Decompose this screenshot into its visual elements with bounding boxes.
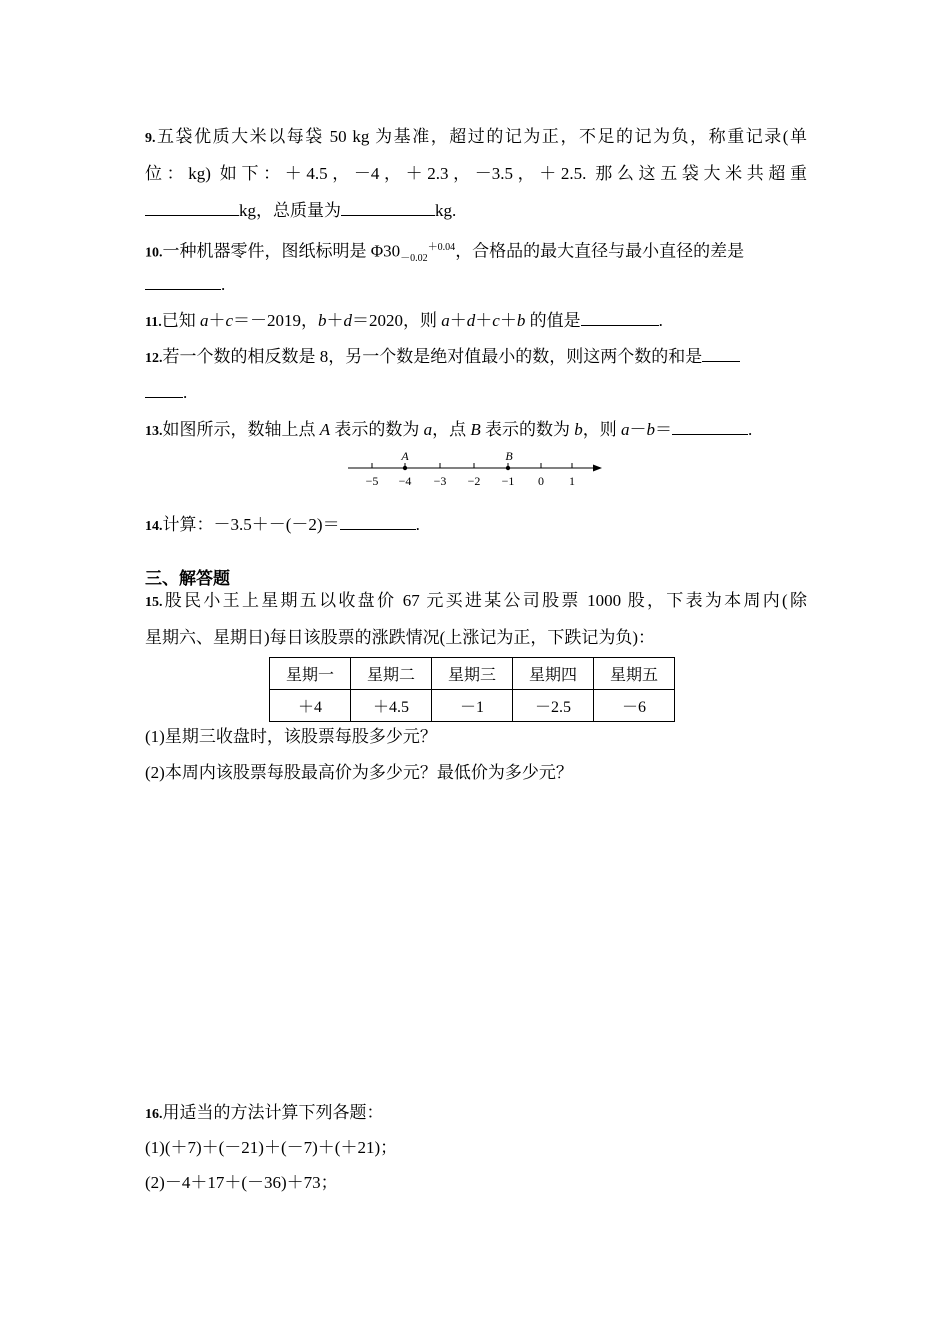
q9-blank-1[interactable] (145, 199, 239, 216)
table-header-cell: 星期三 (432, 658, 513, 690)
table-cell: －1 (432, 690, 513, 722)
q16-sub-question-2: (2)－4＋17＋(－36)＋73； (145, 1173, 338, 1192)
q9-number: 9. (145, 131, 156, 146)
q13-var-b: b (574, 420, 583, 439)
q11-var-d: d (466, 311, 476, 330)
q9-line-3 (145, 199, 456, 223)
q12-end: . (183, 383, 188, 402)
q11-var-b: b (516, 311, 526, 330)
table-cell: －2.5 (513, 690, 594, 722)
q13-var-a: a (423, 420, 433, 439)
q11-blank[interactable] (581, 309, 659, 326)
q13-op: － (629, 420, 647, 439)
q10-line-2 (145, 273, 225, 297)
q11-op: ＋ (326, 311, 344, 330)
q15-number: 15. (145, 595, 163, 610)
q12-number: 12. (145, 351, 163, 366)
q11-op: ＋ (475, 311, 493, 330)
number-line-tick-label: 0 (538, 474, 544, 488)
q9-line-1 (145, 125, 807, 151)
q13-point-b: B (470, 420, 481, 439)
q11-op: ＋ (449, 311, 467, 330)
q10-text-after: ，合格品的最大直径与最小直径的差是 (455, 241, 745, 261)
q12-text: 若一个数的相反数是 8，另一个数是绝对值最小的数，则这两个数的和是 (162, 347, 703, 366)
q10-text-before: 一种机器零件，图纸标明是 Φ30 (162, 241, 401, 261)
q13-text: 表示的数为 (480, 420, 575, 439)
q11-op: ＋ (208, 311, 226, 330)
q11-op: ＋ (499, 311, 517, 330)
stock-change-table (269, 657, 675, 722)
q11-text: ＝－2019， (233, 311, 319, 330)
table-cell: ＋4.5 (351, 690, 432, 722)
q13-op: ＝ (655, 420, 673, 439)
q11-var-a: a (441, 311, 450, 330)
q9-unit-1: kg，总质量为 (239, 201, 341, 220)
q15-sub-question-2: (2)本周内该股票每股最高价为多少元？最低价为多少元？ (145, 763, 573, 782)
q11-text: ＝2020，则 (352, 311, 442, 330)
q11-text: 已知 (161, 311, 200, 330)
q13-point-a: A (319, 420, 331, 439)
number-line-ticks (366, 463, 575, 488)
point-a-label: A (401, 449, 409, 463)
q15-sub-question-1: (1)星期三收盘时，该股票每股多少元？ (145, 727, 437, 746)
q15-text-1: 股民小王上星期五以收盘价 67 元买进某公司股票 1000 股，下表为本周内(除 (162, 591, 807, 610)
q13-text: ，则 (582, 420, 622, 439)
q11-line (145, 309, 663, 335)
point-b-label: B (505, 449, 513, 463)
q10-end: . (221, 275, 226, 294)
q10-blank[interactable] (145, 273, 221, 290)
table-cell: ＋4 (270, 690, 351, 722)
number-line-figure (340, 448, 610, 492)
q11-var-b: b (318, 311, 327, 330)
table-header-row (270, 658, 675, 690)
table-cell: －6 (594, 690, 675, 722)
table-header-cell: 星期二 (351, 658, 432, 690)
q13-var-b: b (646, 420, 656, 439)
q11-text: 的值是 (525, 311, 581, 330)
q14-line (145, 513, 420, 539)
q13-text: 如图所示，数轴上点 (162, 420, 320, 439)
number-line-tick-label: −5 (365, 474, 379, 488)
number-line-tick-label: −1 (501, 474, 515, 488)
q13-end: . (748, 420, 753, 439)
table-row (270, 690, 675, 722)
q12-blank-part-1[interactable] (702, 345, 740, 362)
q15-line-2: 星期六、星期日)每日该股票的涨跌情况(上涨记为正，下跌记为负)： (145, 628, 655, 647)
q16-sub-question-1: (1)(＋7)＋(－21)＋(－7)＋(＋21)； (145, 1138, 398, 1157)
number-line-tick-label: −3 (433, 474, 447, 488)
q10-line-1 (145, 236, 744, 271)
number-line-tick-label: −4 (398, 474, 412, 488)
q14-end: . (415, 515, 420, 534)
q9-blank-2[interactable] (341, 199, 435, 216)
q13-line (145, 418, 752, 444)
number-line-arrow-icon (593, 465, 602, 472)
q14-number: 14. (145, 519, 163, 534)
q10-tolerance-upper: ＋0.04 (427, 242, 456, 253)
q11-end: . (658, 311, 663, 330)
section-heading: 三、解答题 (145, 569, 230, 589)
q16-line (145, 1101, 384, 1127)
q14-blank[interactable] (340, 513, 416, 530)
q12-line-2 (145, 381, 187, 405)
q12-line-1 (145, 345, 740, 371)
q10-tolerance-lower: －0.02 (400, 253, 428, 265)
q11-var-c: c (492, 311, 500, 330)
q11-var-c: c (225, 311, 234, 330)
point-b-dot (506, 466, 510, 470)
q13-text: ，点 (432, 420, 471, 439)
q14-text: 计算：－3.5＋－(－2)＝ (162, 515, 340, 534)
q13-text: 表示的数为 (330, 420, 424, 439)
q9-text-1: 五袋优质大米以每袋 50 kg 为基准，超过的记为正，不足的记为负，称重记录(单 (155, 127, 807, 146)
q16-text: 用适当的方法计算下列各题： (162, 1103, 384, 1122)
q13-var-a: a (621, 420, 630, 439)
q13-number: 13. (145, 424, 163, 439)
table-header-cell: 星期一 (270, 658, 351, 690)
number-line-tick-label: −2 (467, 474, 481, 488)
q9-unit-2: kg. (435, 201, 457, 220)
q15-line-1 (145, 589, 807, 615)
q11-number: 11. (145, 315, 162, 330)
point-a-dot (403, 466, 407, 470)
table-header-cell: 星期五 (594, 658, 675, 690)
q16-number: 16. (145, 1107, 163, 1122)
q12-blank-part-2[interactable] (145, 381, 183, 398)
q9-line-2: 位：kg) 如下：＋4.5，－4，＋2.3，－3.5，＋2.5. 那么这五袋大米共超重 (145, 164, 807, 183)
q11-var-a: a (199, 311, 209, 330)
q13-blank[interactable] (672, 418, 748, 435)
q10-number: 10. (145, 245, 163, 261)
number-line-tick-label: 1 (569, 474, 575, 488)
table-header-cell: 星期四 (513, 658, 594, 690)
q11-var-d: d (343, 311, 353, 330)
